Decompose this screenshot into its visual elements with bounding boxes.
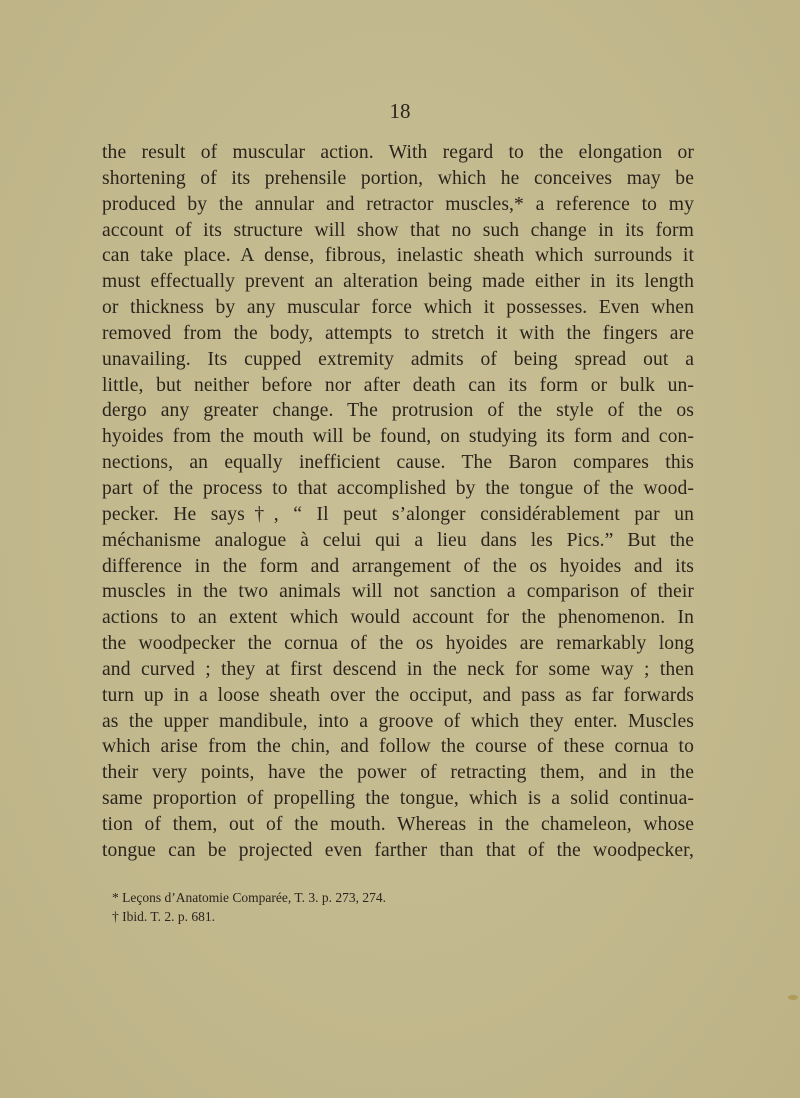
text-line: muscles in the two animals will not sanction a comparison of their — [102, 581, 694, 603]
paper-stain — [788, 995, 798, 1000]
text-line: which arise from the chin, and follow the course of these cornua to — [102, 736, 694, 758]
footnotes — [112, 888, 512, 926]
text-line: removed from the body, attempts to stretch it with the fingers are — [102, 322, 694, 344]
body-text — [102, 140, 694, 864]
text-line: the woodpecker the cornua of the os hyoides are remarkably long — [102, 633, 694, 655]
text-line: méchanisme analogue à celui qui a lieu dans les Pics.” But the — [102, 529, 694, 551]
footnote-dagger: † Ibid. T. 2. p. 681. — [112, 909, 215, 924]
text-line: nections, an equally inefficient cause. The Baron compares this — [102, 452, 694, 474]
text-line: part of the process to that accomplished by the tongue of the wood- — [102, 477, 694, 499]
text-line: must effectually prevent an alteration being made either in its length — [102, 271, 694, 293]
text-line: produced by the annular and retractor muscles,* a reference to my — [102, 193, 694, 215]
text-line: can take place. A dense, fibrous, inelastic sheath which surrounds it — [102, 245, 694, 267]
text-line: dergo any greater change. The protrusion of the style of the os — [102, 400, 694, 422]
text-line: same proportion of propelling the tongue, which is a solid continua- — [102, 788, 694, 810]
text-line: or thickness by any muscular force which it possesses. Even when — [102, 297, 694, 319]
text-line: unavailing. Its cupped extremity admits of being spread out a — [102, 348, 694, 370]
text-line: pecker. He says†, “ Il peut s’alonger considérablement par un — [102, 503, 694, 525]
text-line: account of its structure will show that no such change in its form — [102, 219, 694, 241]
text-line: tion of them, out of the mouth. Whereas in the chameleon, whose — [102, 813, 694, 835]
text-line: difference in the form and arrangement of the os hyoides and its — [102, 555, 694, 577]
text-line: tongue can be projected even farther than that of the woodpecker, — [102, 839, 694, 861]
text-line: shortening of its prehensile portion, which he conceives may be — [102, 167, 694, 189]
text-line: the result of muscular action. With regard to the elongation or — [102, 142, 694, 163]
text-line: actions to an extent which would account for the phenomenon. In — [102, 607, 694, 629]
page-number: 18 — [389, 99, 411, 123]
text-line: as the upper mandibule, into a groove of which they enter. Muscles — [102, 710, 694, 732]
text-line: and curved ; they at first descend in the neck for some way ; then — [102, 658, 694, 680]
text-line: little, but neither before nor after death can its form or bulk un- — [102, 374, 694, 396]
text-line: turn up in a loose sheath over the occiput, and pass as far forwards — [102, 684, 694, 706]
text-line: their very points, have the power of retracting them, and in the — [102, 762, 694, 784]
footnote-asterisk: * Leçons d’Anatomie Comparée, T. 3. p. 273, 274. — [112, 890, 386, 905]
text-line: hyoides from the mouth will be found, on studying its form and con- — [102, 426, 694, 448]
